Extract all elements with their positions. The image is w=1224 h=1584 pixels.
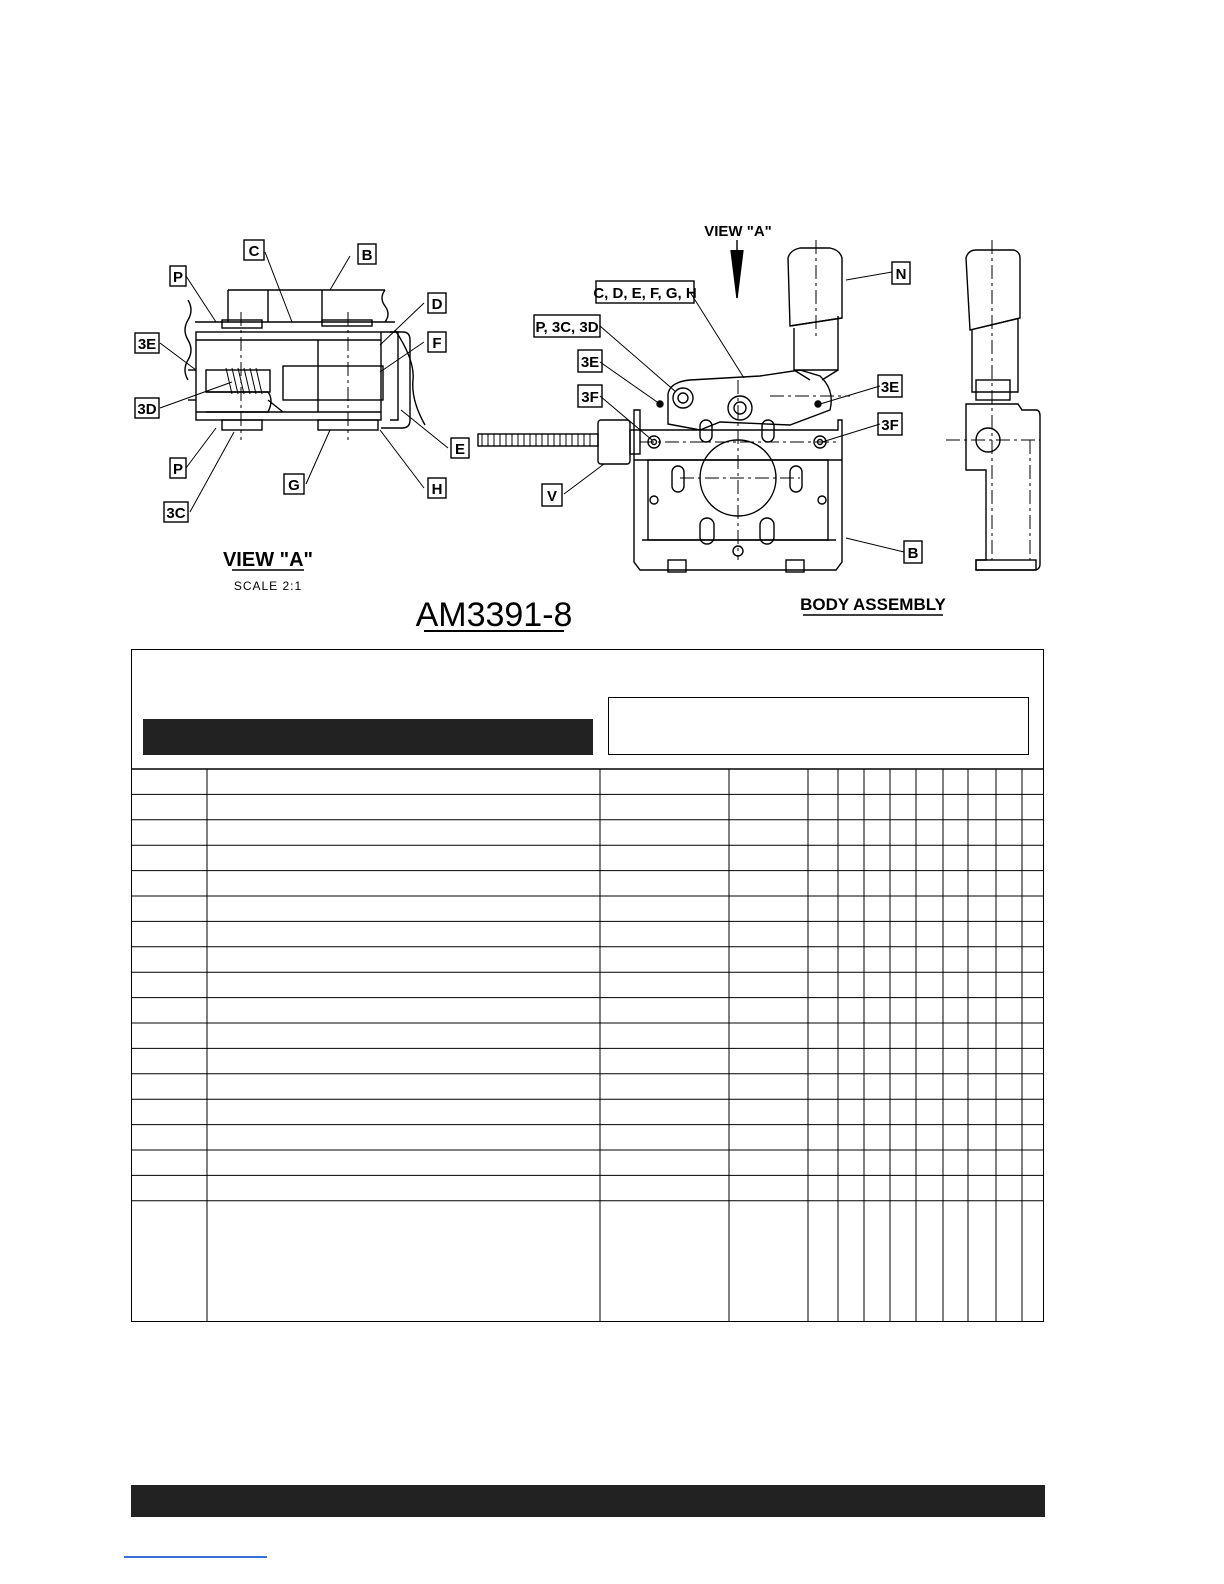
callout-p-top: P <box>172 269 184 286</box>
callout-d: D <box>431 296 443 313</box>
callout-v: V <box>546 488 558 505</box>
view-a-scale: SCALE 2:1 <box>233 579 303 593</box>
callout-3e-right: 3E <box>880 379 900 396</box>
view-a-detail <box>135 240 469 522</box>
callout-3e-left: 3E <box>137 336 157 353</box>
callout-f: F <box>432 335 442 352</box>
callout-3f-right: 3F <box>881 417 899 434</box>
callout-3c: 3C <box>166 505 186 522</box>
callout-group-p3c3d: P, 3C, 3D <box>535 319 599 336</box>
callout-c: C <box>248 243 260 260</box>
callout-b-bottom: B <box>907 545 919 562</box>
view-a-arrow-label: VIEW "A" <box>704 223 772 240</box>
drawing-title: AM3391-8 <box>415 596 573 634</box>
body-assembly-side <box>946 240 1040 570</box>
callout-b-top: B <box>361 247 373 264</box>
footer-link-underline[interactable] <box>124 1556 267 1558</box>
body-assembly-front <box>478 240 922 572</box>
view-a-caption: VIEW "A" <box>222 549 314 571</box>
callout-group-cdefgh: C, D, E, F, G, H <box>593 285 697 302</box>
footer-bar <box>131 1485 1045 1517</box>
callout-n: N <box>895 266 907 283</box>
callout-3e-mid: 3E <box>580 354 600 371</box>
callout-3f-mid: 3F <box>581 389 599 406</box>
body-assembly-caption: BODY ASSEMBLY <box>800 595 946 614</box>
callout-e: E <box>454 441 466 458</box>
callout-h: H <box>431 481 443 498</box>
callout-p-bottom: P <box>172 461 184 478</box>
technical-drawing <box>0 0 1224 640</box>
parts-list-header-bar <box>143 719 593 755</box>
callout-3d: 3D <box>137 401 157 418</box>
callout-g: G <box>288 477 300 494</box>
parts-list-info-box <box>608 697 1029 755</box>
